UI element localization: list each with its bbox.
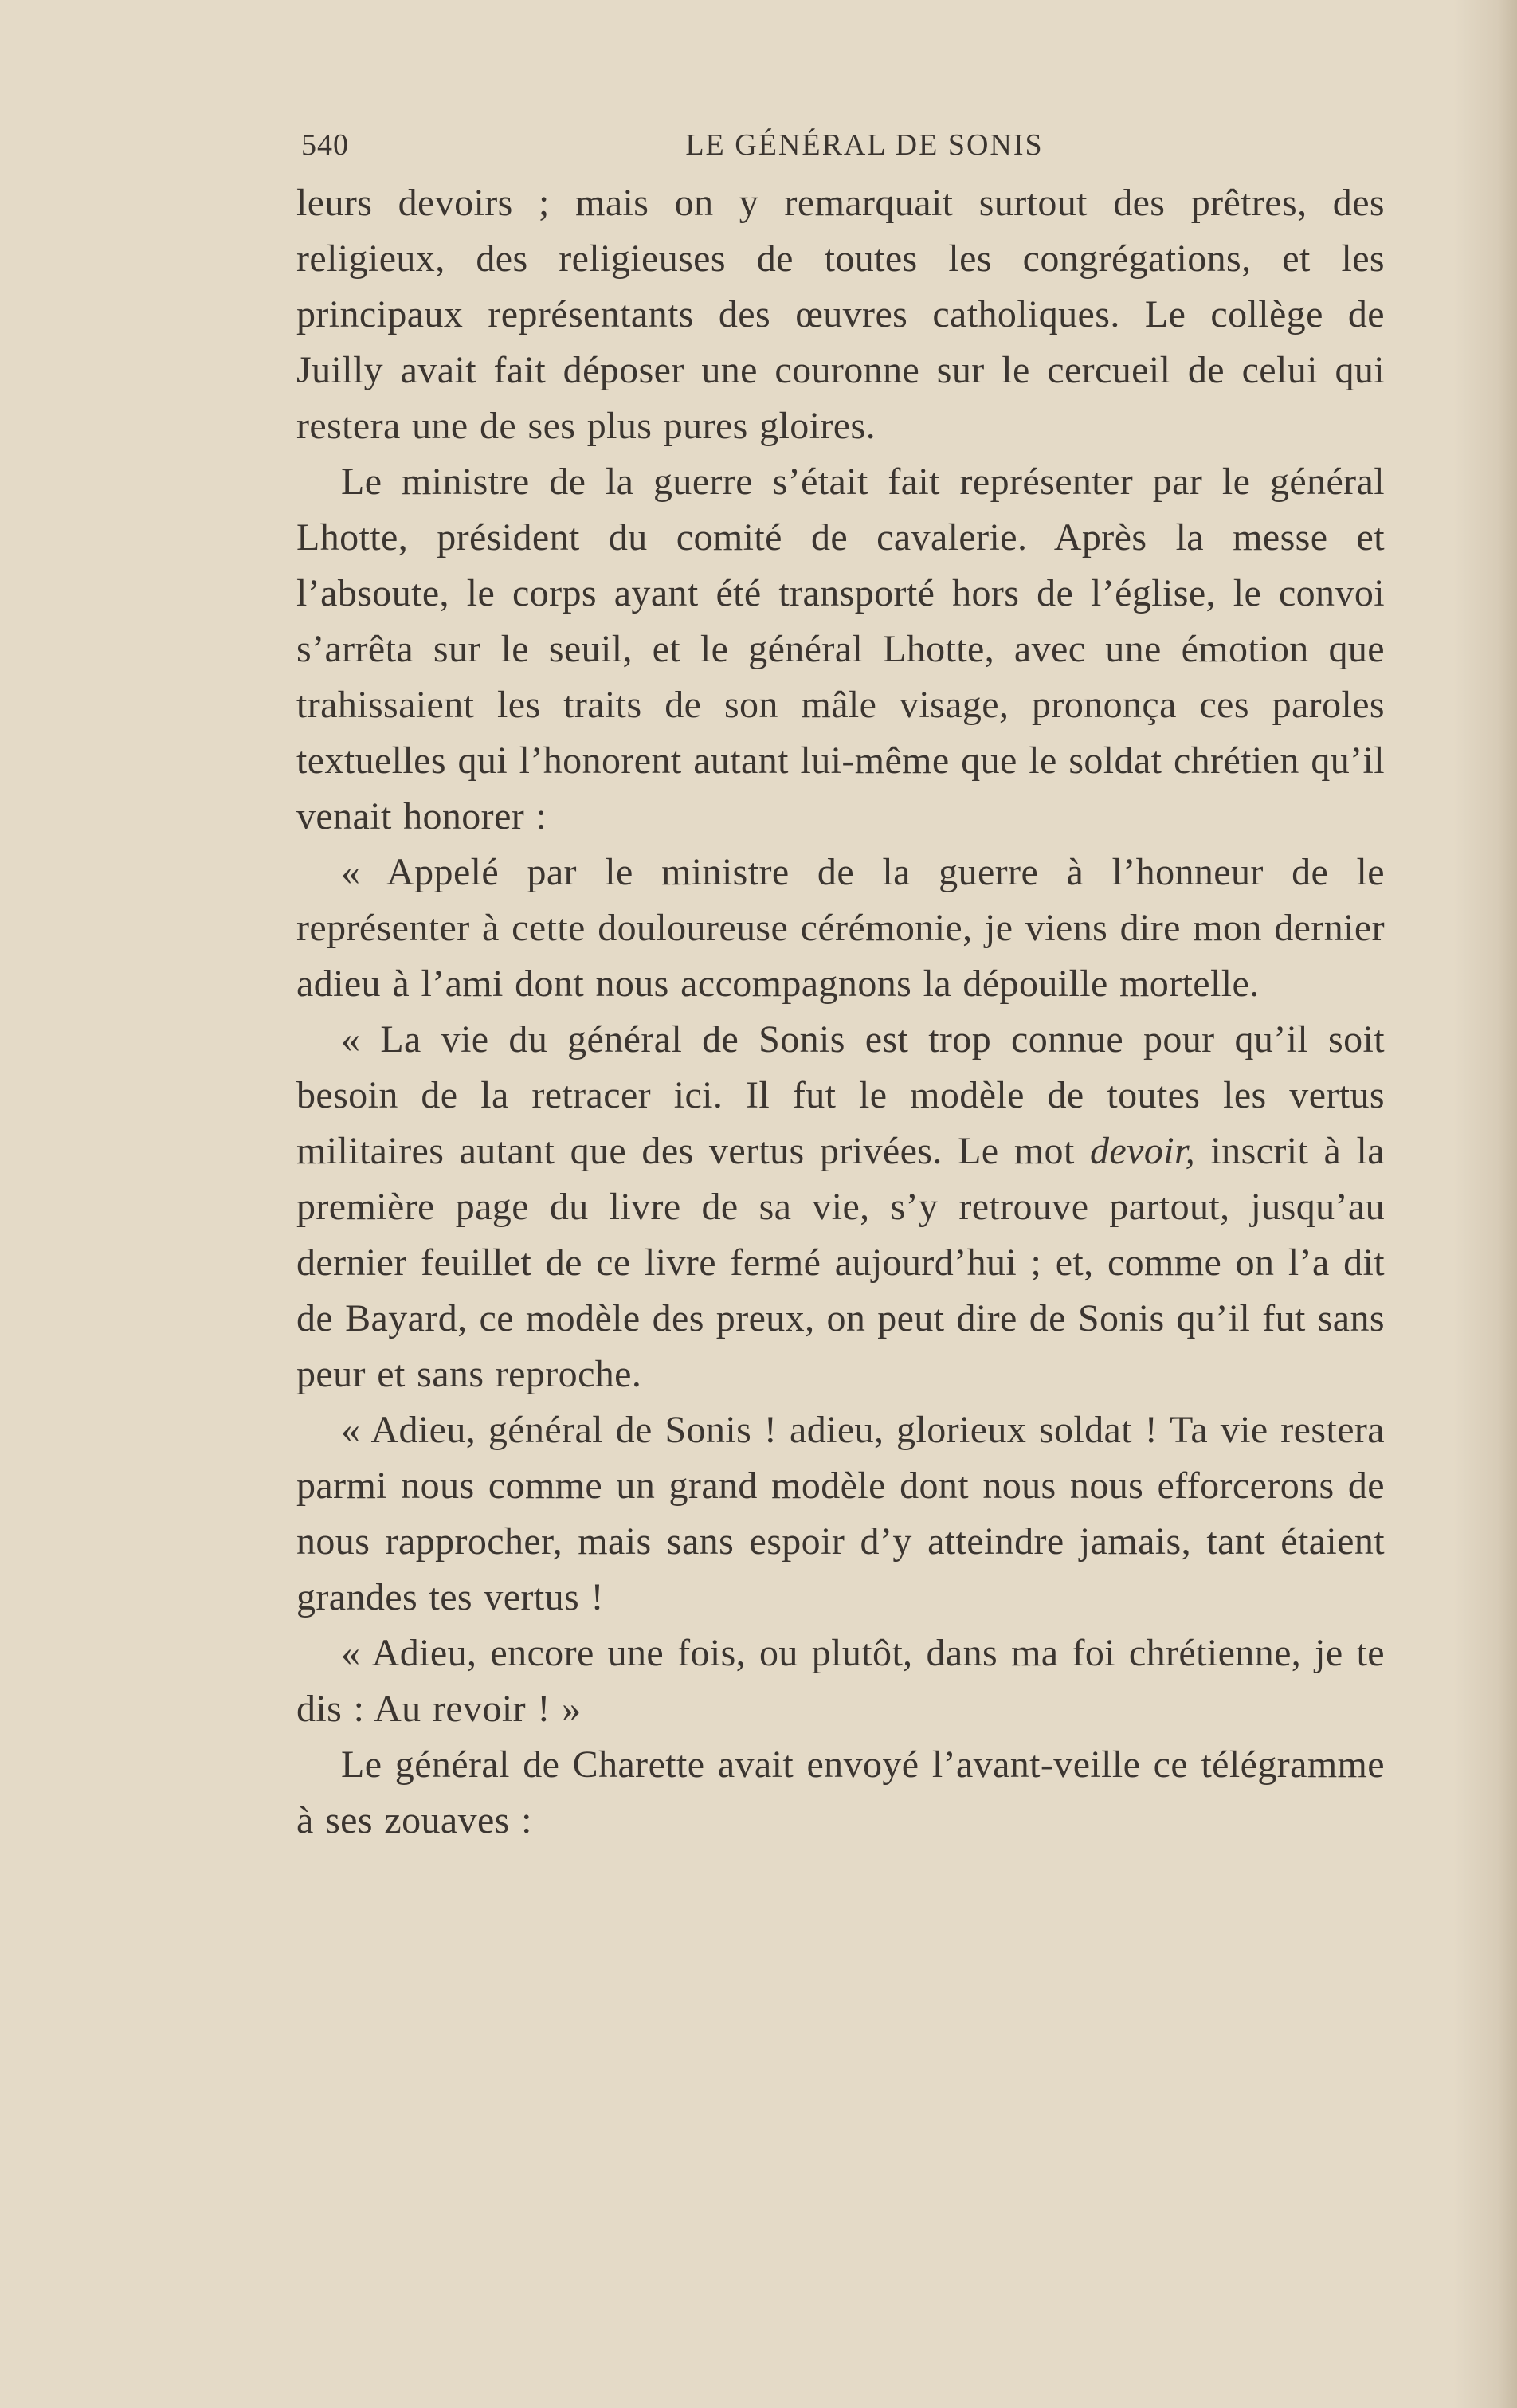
paragraph-4-start: « La vie du général de Sonis est trop connue pour qu’il soit besoin de la retracer ici. Il fut le modèle de toutes les vertus militaires autant que des vertus privées. Le mot [296, 1018, 1385, 1172]
paragraph-2: Le ministre de la guerre s’était fait représenter par le général Lhotte, président du comité de cavalerie. Après la messe et l’absoute, le corps ayant été transporté hors de l’église, le convoi s’arrêta sur le seuil, et le général Lhotte, avec une émotion que trahissaient les traits de son mâle visage, prononça ces paroles textuelles qui l’honorent autant lui-même que le soldat chrétien qu’il venait honorer : [296, 461, 1385, 837]
italic-word-devoir: devoir, [1090, 1130, 1196, 1172]
paragraph-6: « Adieu, encore une fois, ou plutôt, dans ma foi chrétienne, je te dis : Au revoir ! » [296, 1632, 1385, 1730]
running-title: LE GÉNÉRAL DE SONIS [685, 128, 1044, 162]
book-page [296, 127, 1385, 1849]
paragraph-5: « Adieu, général de Sonis ! adieu, glorieux soldat ! Ta vie restera parmi nous comme un grand modèle dont nous nous efforcerons de nous rapprocher, mais sans espoir d’y atteindre jamais, tant étaient grandes tes vertus ! [296, 1409, 1385, 1618]
paragraph-4-end: inscrit à la première page du livre de sa vie, s’y retrouve partout, jusqu’au dernier feuillet de ce livre fermé aujourd’hui ; et, comme on l’a dit de Bayard, ce modèle des preux, on peut dire de Sonis qu’il fut sans peur et sans reproche. [296, 1130, 1385, 1395]
page-number: 540 [301, 128, 349, 162]
body-text [296, 175, 1385, 1849]
running-head [296, 127, 1385, 175]
paragraph-1: leurs devoirs ; mais on y remarquait surtout des prêtres, des religieux, des religieuses de toutes les congrégations, et les principaux représentants des œuvres catholiques. Le collège de Juilly avait fait déposer une couronne sur le cercueil de celui qui restera une de ses plus pures gloires. [296, 182, 1385, 447]
paragraph-4 [296, 1012, 1385, 1402]
page-edge-shadow [1453, 0, 1517, 2408]
paragraph-3: « Appelé par le ministre de la guerre à l’honneur de le représenter à cette douloureuse cérémonie, je viens dire mon dernier adieu à l’ami dont nous accompagnons la dépouille mortelle. [296, 851, 1385, 1005]
paragraph-7: Le général de Charette avait envoyé l’avant-veille ce télégramme à ses zouaves : [296, 1743, 1385, 1841]
